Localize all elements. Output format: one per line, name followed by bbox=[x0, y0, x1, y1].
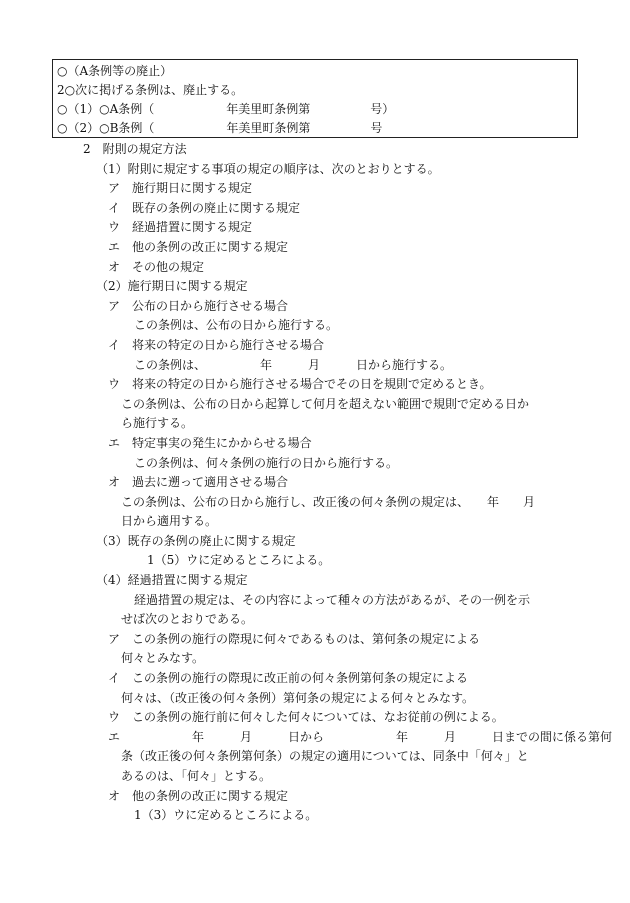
list-item: オ 過去に遡って適用させる場合 bbox=[108, 475, 289, 490]
list-item: エ 年 月 日から 年 月 日までの間に係る第何 bbox=[108, 729, 613, 744]
example-text: 日から適用する。 bbox=[121, 514, 218, 529]
reference-text: 1（3）ウに定めるところによる。 bbox=[134, 808, 318, 823]
example-text: この条例は、何々条例の施行の日から施行する。 bbox=[134, 455, 399, 470]
list-item: イ 将来の特定の日から施行させる場合 bbox=[108, 337, 325, 352]
list-item: ウ 将来の特定の日から施行させる場合でその日を規則で定めるとき。 bbox=[108, 377, 492, 392]
box-item-1: ○（1）○A条例（ 年美里町条例第 号） bbox=[57, 102, 395, 116]
subsection-heading: （2）施行期日に関する規定 bbox=[96, 279, 248, 294]
list-item: ア この条例の施行の際現に何々であるものは、第何条の規定による bbox=[108, 631, 481, 646]
abolition-example-box bbox=[52, 59, 578, 138]
box-item-2: ○（2）○B条例（ 年美里町条例第 号 bbox=[57, 121, 383, 135]
example-text: この条例は、公布の日から施行し、改正後の何々条例の規定は、 年 月 bbox=[121, 494, 536, 509]
list-item: イ 既存の条例の廃止に関する規定 bbox=[108, 200, 301, 215]
subsection-heading: （3）既存の条例の廃止に関する規定 bbox=[96, 533, 296, 548]
document-body bbox=[0, 140, 630, 826]
reference-text: 1（5）ウに定めるところによる。 bbox=[147, 553, 331, 568]
paragraph-text: 経過措置の規定は、その内容によって種々の方法があるが、その一例を示 bbox=[134, 592, 531, 607]
list-item: エ 特定事実の発生にかからせる場合 bbox=[108, 435, 312, 450]
list-item: ウ この条例の施行前に何々した何々については、なお従前の例による。 bbox=[108, 710, 504, 725]
list-item: オ その他の規定 bbox=[108, 259, 205, 274]
example-text: あるのは、「何々」とする。 bbox=[121, 769, 272, 783]
example-text: ら施行する。 bbox=[121, 416, 194, 431]
example-text: この条例は、公布の日から施行する。 bbox=[134, 318, 339, 333]
paragraph-text: せば次のとおりである。 bbox=[121, 612, 254, 627]
subsection-heading: （4）経過措置に関する規定 bbox=[96, 573, 248, 588]
example-text: 条（改正後の何々条例第何条）の規定の適用については、同条中「何々」と bbox=[121, 749, 529, 764]
subsection-heading: （1）附則に規定する事項の規定の順序は、次のとおりとする。 bbox=[96, 161, 440, 176]
example-text: この条例は、公布の日から起算して何月を超えない範囲で規則で定める日か bbox=[121, 396, 530, 411]
box-heading: ○（A条例等の廃止） bbox=[57, 64, 173, 78]
list-item: エ 他の条例の改正に関する規定 bbox=[108, 239, 289, 254]
example-text: 何々は、（改正後の何々条例）第何条の規定による何々とみなす。 bbox=[121, 690, 475, 705]
list-item: ア 施行期日に関する規定 bbox=[108, 181, 253, 196]
list-item: ア 公布の日から施行させる場合 bbox=[108, 298, 289, 313]
list-item: オ 他の条例の改正に関する規定 bbox=[108, 788, 289, 803]
example-text: 何々とみなす。 bbox=[121, 651, 205, 666]
list-item: ウ 経過措置に関する規定 bbox=[108, 220, 253, 235]
section-heading: 2 附則の規定方法 bbox=[83, 142, 187, 156]
example-text: この条例は、 年 月 日から施行する。 bbox=[134, 357, 453, 372]
list-item: イ この条例の施行の際現に改正前の何々条例第何条の規定による bbox=[108, 671, 469, 686]
box-clause: 2○次に掲げる条例は、廃止する。 bbox=[57, 83, 244, 97]
